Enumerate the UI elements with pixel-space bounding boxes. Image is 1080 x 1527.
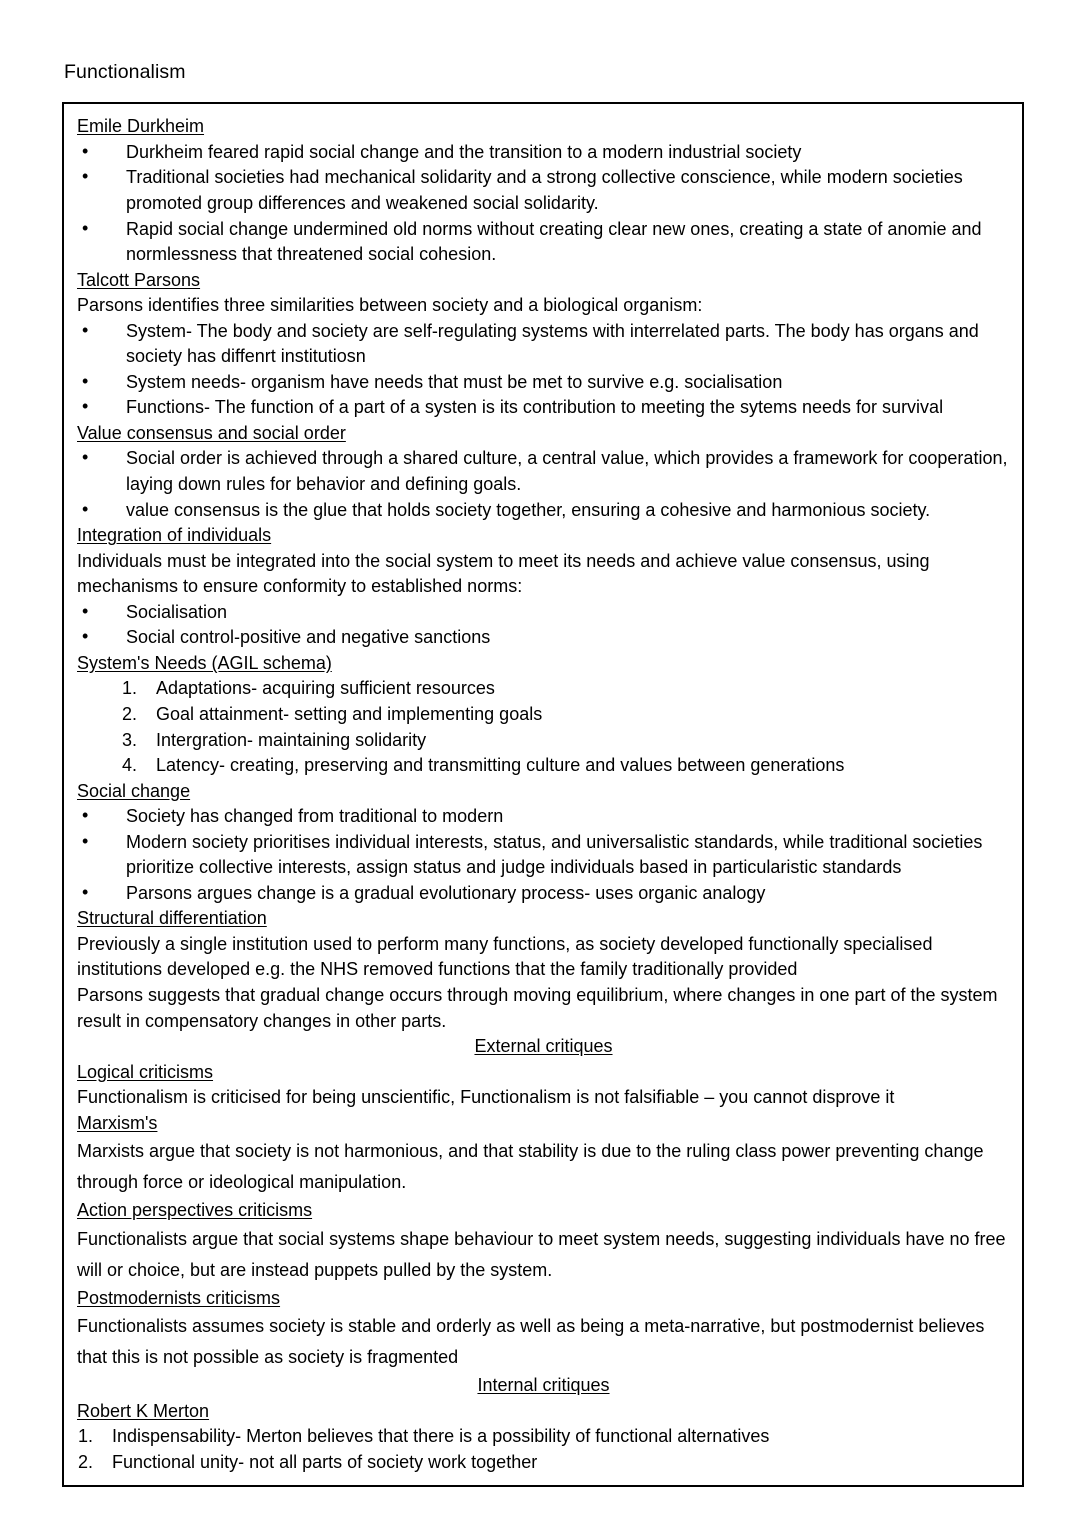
list-item: Goal attainment- setting and implementing goals — [156, 703, 543, 724]
list-item: • Durkheim feared rapid social change and the transition to a modern industrial society — [77, 140, 1010, 166]
list-item: Functional unity- not all parts of society work together — [112, 1451, 538, 1472]
section-value-consensus — [77, 421, 1010, 523]
section-heading: Social change — [77, 780, 191, 801]
list-item: • Socialisation — [77, 600, 1010, 626]
list-item: Adaptations- acquiring sufficient resources — [156, 678, 495, 699]
section-heading: Robert K Merton — [77, 1400, 210, 1421]
numbered-list — [77, 1424, 1010, 1475]
section-paragraph: Functionalism is criticised for being unscientific, Functionalism is not falsifiable – you cannot disprove it — [77, 1087, 895, 1108]
section-action-perspectives-criticisms — [77, 1198, 1010, 1285]
list-item: • value consensus is the glue that holds society together, ensuring a cohesive and harmonious society. — [77, 498, 1010, 524]
section-emile-durkheim — [77, 114, 1010, 267]
section-heading: Integration of individuals — [77, 525, 272, 546]
section-agil-schema — [77, 651, 1010, 779]
notes-content-box — [62, 102, 1024, 1487]
section-heading: Value consensus and social order — [77, 422, 346, 443]
section-postmodernists-criticisms — [77, 1286, 1010, 1373]
section-structural-differentiation — [77, 906, 1010, 1034]
section-heading: Action perspectives criticisms — [77, 1200, 313, 1221]
section-paragraph: Marxists argue that society is not harmonious, and that stability is due to the ruling class power preventing change through force or ideological manipulation. — [77, 1141, 984, 1193]
bullet-list — [77, 804, 1010, 906]
bullet-list — [77, 319, 1010, 421]
section-robert-k-merton — [77, 1399, 1010, 1476]
list-item: • System needs- organism have needs that must be met to survive e.g. socialisation — [77, 370, 1010, 396]
list-item: • Functions- The function of a part of a systen is its contribution to meeting the sytems needs for survival — [77, 395, 1010, 421]
section-heading: Talcott Parsons — [77, 269, 201, 290]
list-item: • Rapid social change undermined old norms without creating clear new ones, creating a state of anomie and normlessness that threatened social cohesion. — [77, 217, 1010, 268]
section-heading: Marxism's — [77, 1112, 158, 1133]
list-item: • Parsons argues change is a gradual evolutionary process- uses organic analogy — [77, 881, 1010, 907]
list-item: • Traditional societies had mechanical solidarity and a strong collective conscience, while modern societies promoted group differences and weakened social solidarity. — [77, 165, 1010, 216]
list-item: Latency- creating, preserving and transmitting culture and values between generations — [156, 755, 845, 776]
bullet-list — [77, 140, 1010, 268]
list-item: • Social order is achieved through a shared culture, a central value, which provides a framework for cooperation, laying down rules for behavior and defining goals. — [77, 446, 1010, 497]
list-item: • System- The body and society are self-regulating systems with interrelated parts. The body has organs and society has diffenrt institutiosn — [77, 319, 1010, 370]
list-item: • Social control-positive and negative sanctions — [77, 625, 1010, 651]
section-marxism-criticisms — [77, 1111, 1010, 1198]
section-talcott-parsons — [77, 268, 1010, 421]
section-paragraph: Functionalists argue that social systems shape behaviour to meet system needs, suggesting individuals have no free will or choice, but are instead puppets pulled by the system. — [77, 1228, 1006, 1280]
numbered-list — [77, 676, 1010, 778]
section-heading: Postmodernists criticisms — [77, 1287, 281, 1308]
bullet-list — [77, 446, 1010, 523]
list-item: Indispensability- Merton believes that there is a possibility of functional alternatives — [112, 1426, 770, 1447]
section-paragraph: Functionalists assumes society is stable and orderly as well as being a meta-narrative, but postmodernist believes that this is not possible as society is fragmented — [77, 1316, 985, 1368]
section-heading: Structural differentiation — [77, 908, 267, 929]
section-heading: Emile Durkheim — [77, 116, 205, 137]
section-logical-criticisms — [77, 1060, 1010, 1111]
section-paragraph: Previously a single institution used to perform many functions, as society developed functionally specialised institutions developed e.g. the NHS removed functions that the family traditionally provided — [77, 933, 933, 980]
section-integration-of-individuals — [77, 523, 1010, 651]
list-item: • Society has changed from traditional to modern — [77, 804, 1010, 830]
section-social-change — [77, 779, 1010, 907]
section-heading: Logical criticisms — [77, 1061, 214, 1082]
page-title: Functionalism — [64, 61, 186, 83]
list-item: Intergration- maintaining solidarity — [156, 729, 427, 750]
section-heading: System's Needs (AGIL schema) — [77, 652, 332, 673]
divider-external-critiques: External critiques — [474, 1036, 613, 1057]
section-paragraph: Individuals must be integrated into the social system to meet its needs and achieve value consensus, using mechanisms to ensure conformity to established norms: — [77, 550, 930, 597]
section-paragraph: Parsons suggests that gradual change occurs through moving equilibrium, where changes in one part of the system result in compensatory changes in other parts. — [77, 984, 998, 1031]
list-item: • Modern society prioritises individual interests, status, and universalistic standards, while traditional societies prioritize collective interests, assign status and judge individuals based in particularistic standards — [77, 830, 1010, 881]
section-paragraph: Parsons identifies three similarities between society and a biological organism: — [77, 295, 703, 316]
bullet-list — [77, 600, 1010, 651]
divider-internal-critiques: Internal critiques — [477, 1375, 610, 1396]
